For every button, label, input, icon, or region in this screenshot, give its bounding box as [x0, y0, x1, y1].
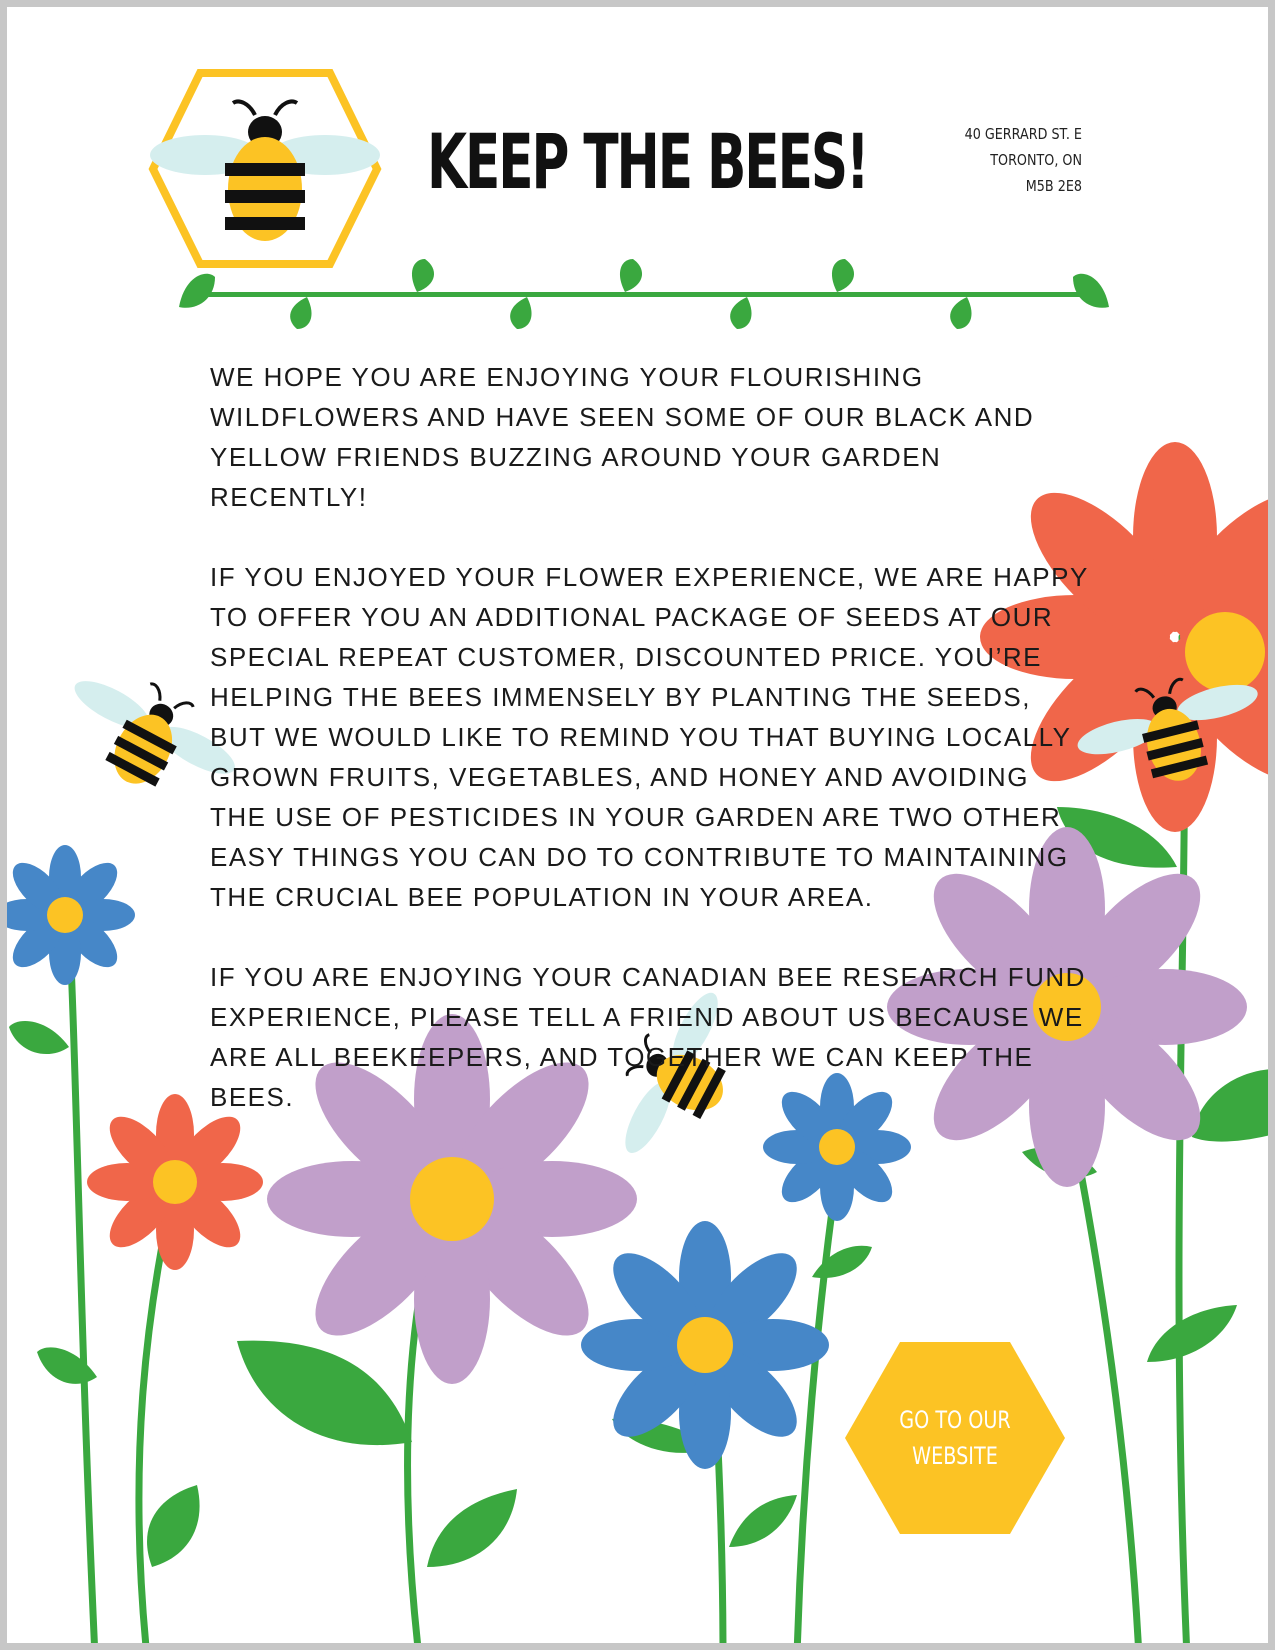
mailing-address	[907, 121, 1082, 199]
letter-paragraph-3: IF YOU ARE ENJOYING YOUR CANADIAN BEE RESEARCH FUND EXPERIENCE, PLEASE TELL A FRIEND ABOUT US BECAUSE WE ARE ALL BEEKEEPERS, AND TOGETHER WE CAN KEEP THE BEES.	[210, 962, 1086, 1112]
vine-divider	[179, 259, 1109, 329]
flower-blue-center	[581, 1221, 829, 1469]
letter-paragraph-1: WE HOPE YOU ARE ENJOYING YOUR FLOURISHING WILDFLOWERS AND HAVE SEEN SOME OF OUR BLACK AND YELLOW FRIENDS BUZZING AROUND YOUR GARDEN RECENTLY!	[210, 362, 1035, 512]
page-title: KEEP THE BEES!	[427, 117, 868, 206]
address-postal-code: M5B 2E8	[1025, 177, 1082, 195]
letter-paragraph-2: IF YOU ENJOYED YOUR FLOWER EXPERIENCE, WE ARE HAPPY TO OFFER YOU AN ADDITIONAL PACKAGE OF SEEDS AT OUR SPECIAL REPEAT CUSTOMER, DISCOUNTED PRICE. YOU’RE HELPING THE BEES IMMENSELY BY PLANTING THE SEEDS, BUT WE WOULD LIKE TO REMIND YOU THAT BUYING LOCALLY GROWN FRUITS, VEGETABLES, AND HONEY AND AVOIDING THE USE OF PESTICIDES IN YOUR GARDEN ARE TWO OTHER EASY THINGS YOU CAN DO TO CONTRIBUTE TO MAINTAINING THE CRUCIAL BEE POPULATION IN YOUR AREA.	[210, 562, 1089, 912]
address-city: TORONTO, ON	[990, 151, 1082, 169]
letter-body	[210, 357, 1090, 1157]
address-street: 40 GERRARD ST. E	[964, 125, 1082, 143]
website-button-label: GO TO OUR WEBSITE	[899, 1406, 1011, 1470]
logo-bee-icon	[150, 102, 380, 242]
website-button[interactable]	[845, 1342, 1065, 1534]
flower-blue-left	[7, 845, 135, 985]
